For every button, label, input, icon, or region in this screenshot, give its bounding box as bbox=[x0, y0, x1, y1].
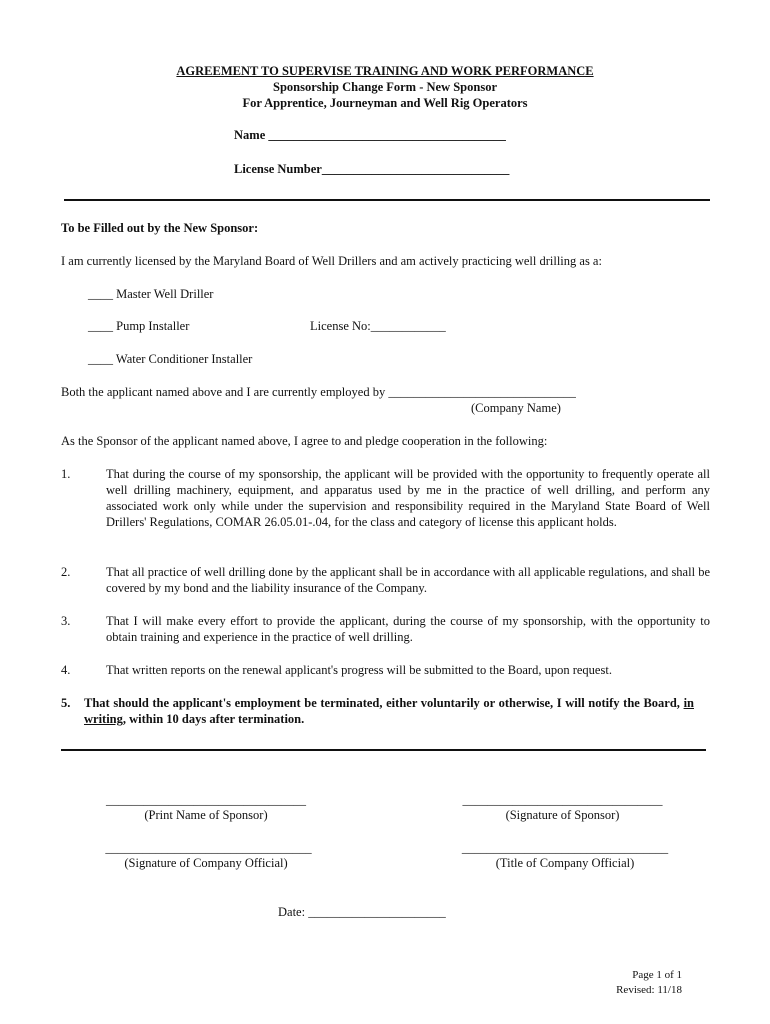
sponsor-signature-blank[interactable]: ________________________________ bbox=[462, 793, 663, 807]
item-text-bold bbox=[84, 695, 694, 727]
page-number: Page 1 of 1 bbox=[632, 969, 682, 981]
license-no-field[interactable]: License No:____________ bbox=[310, 319, 446, 333]
employer-field[interactable]: Both the applicant named above and I are currently employed by ______________________________ bbox=[61, 385, 576, 399]
section-heading: To be Filled out by the New Sponsor: bbox=[61, 221, 259, 235]
item-text: That written reports on the renewal applicant's progress will be submitted to the Board, upon request. bbox=[106, 663, 612, 677]
in-writing-emphasis: in writing bbox=[84, 696, 694, 726]
item-text: That all practice of well drilling done by the applicant shall be in accordance with all applicable regulations, and shall be covered by my bond and the liability insurance of the Company. bbox=[106, 565, 710, 595]
company-name-caption: (Company Name) bbox=[471, 401, 561, 415]
item-text: That during the course of my sponsorship, the applicant will be provided with the opportunity to frequently operate all well drilling machinery, equipment, and apparatus used by me in the practice of well drilling, and perform any associated work only while under the supervision and responsibility required in the Maryland State Board of Well Drillers' Regulations, COMAR 26.05.01-.04, for the class and category of license this applicant holds. bbox=[106, 467, 710, 529]
item-text: That I will make every effort to provide the applicant, during the course of my sponsorship, with the opportunity to obtain training and experience in the practice of well drilling. bbox=[106, 614, 710, 644]
company-signature-blank[interactable]: _________________________________ bbox=[105, 841, 312, 855]
print-name-blank[interactable]: ________________________________ bbox=[106, 793, 306, 807]
option-water-conditioner-installer[interactable]: ____ Water Conditioner Installer bbox=[88, 352, 253, 366]
option-master-well-driller[interactable]: ____ Master Well Driller bbox=[88, 287, 214, 301]
item-number: 5. bbox=[61, 696, 71, 710]
license-number-field[interactable]: License Number______________________________ bbox=[234, 162, 510, 176]
date-field[interactable]: Date: ______________________ bbox=[278, 905, 446, 919]
item-number: 1. bbox=[61, 467, 71, 481]
print-name-caption: (Print Name of Sponsor) bbox=[144, 808, 268, 822]
company-title-caption: (Title of Company Official) bbox=[495, 856, 635, 870]
header-divider bbox=[64, 199, 710, 201]
name-field[interactable]: Name ______________________________________ bbox=[234, 128, 506, 142]
item-text-part: That should the applicant's employment be terminated, either voluntarily or otherwise, I will notify the Board, bbox=[84, 696, 684, 710]
form-subtitle-audience: For Apprentice, Journeyman and Well Rig Operators bbox=[242, 96, 528, 110]
item-number: 2. bbox=[61, 565, 71, 579]
license-statement: I am currently licensed by the Maryland Board of Well Drillers and am actively practicing well drilling as a: bbox=[61, 254, 602, 268]
company-title-blank[interactable]: _________________________________ bbox=[461, 841, 669, 855]
form-subtitle: Sponsorship Change Form - New Sponsor bbox=[273, 80, 497, 94]
company-signature-caption: (Signature of Company Official) bbox=[124, 856, 288, 870]
option-pump-installer[interactable]: ____ Pump Installer bbox=[88, 319, 190, 333]
item-number: 4. bbox=[61, 663, 71, 677]
pledge-statement: As the Sponsor of the applicant named above, I agree to and pledge cooperation in the following: bbox=[61, 434, 548, 448]
form-title: AGREEMENT TO SUPERVISE TRAINING AND WORK PERFORMANCE bbox=[176, 64, 594, 78]
revision-date: Revised: 11/18 bbox=[616, 984, 682, 996]
item-text-part: , within 10 days after termination. bbox=[122, 712, 305, 726]
item-number: 3. bbox=[61, 614, 71, 628]
signature-divider bbox=[61, 749, 706, 751]
sponsor-signature-caption: (Signature of Sponsor) bbox=[505, 808, 620, 822]
